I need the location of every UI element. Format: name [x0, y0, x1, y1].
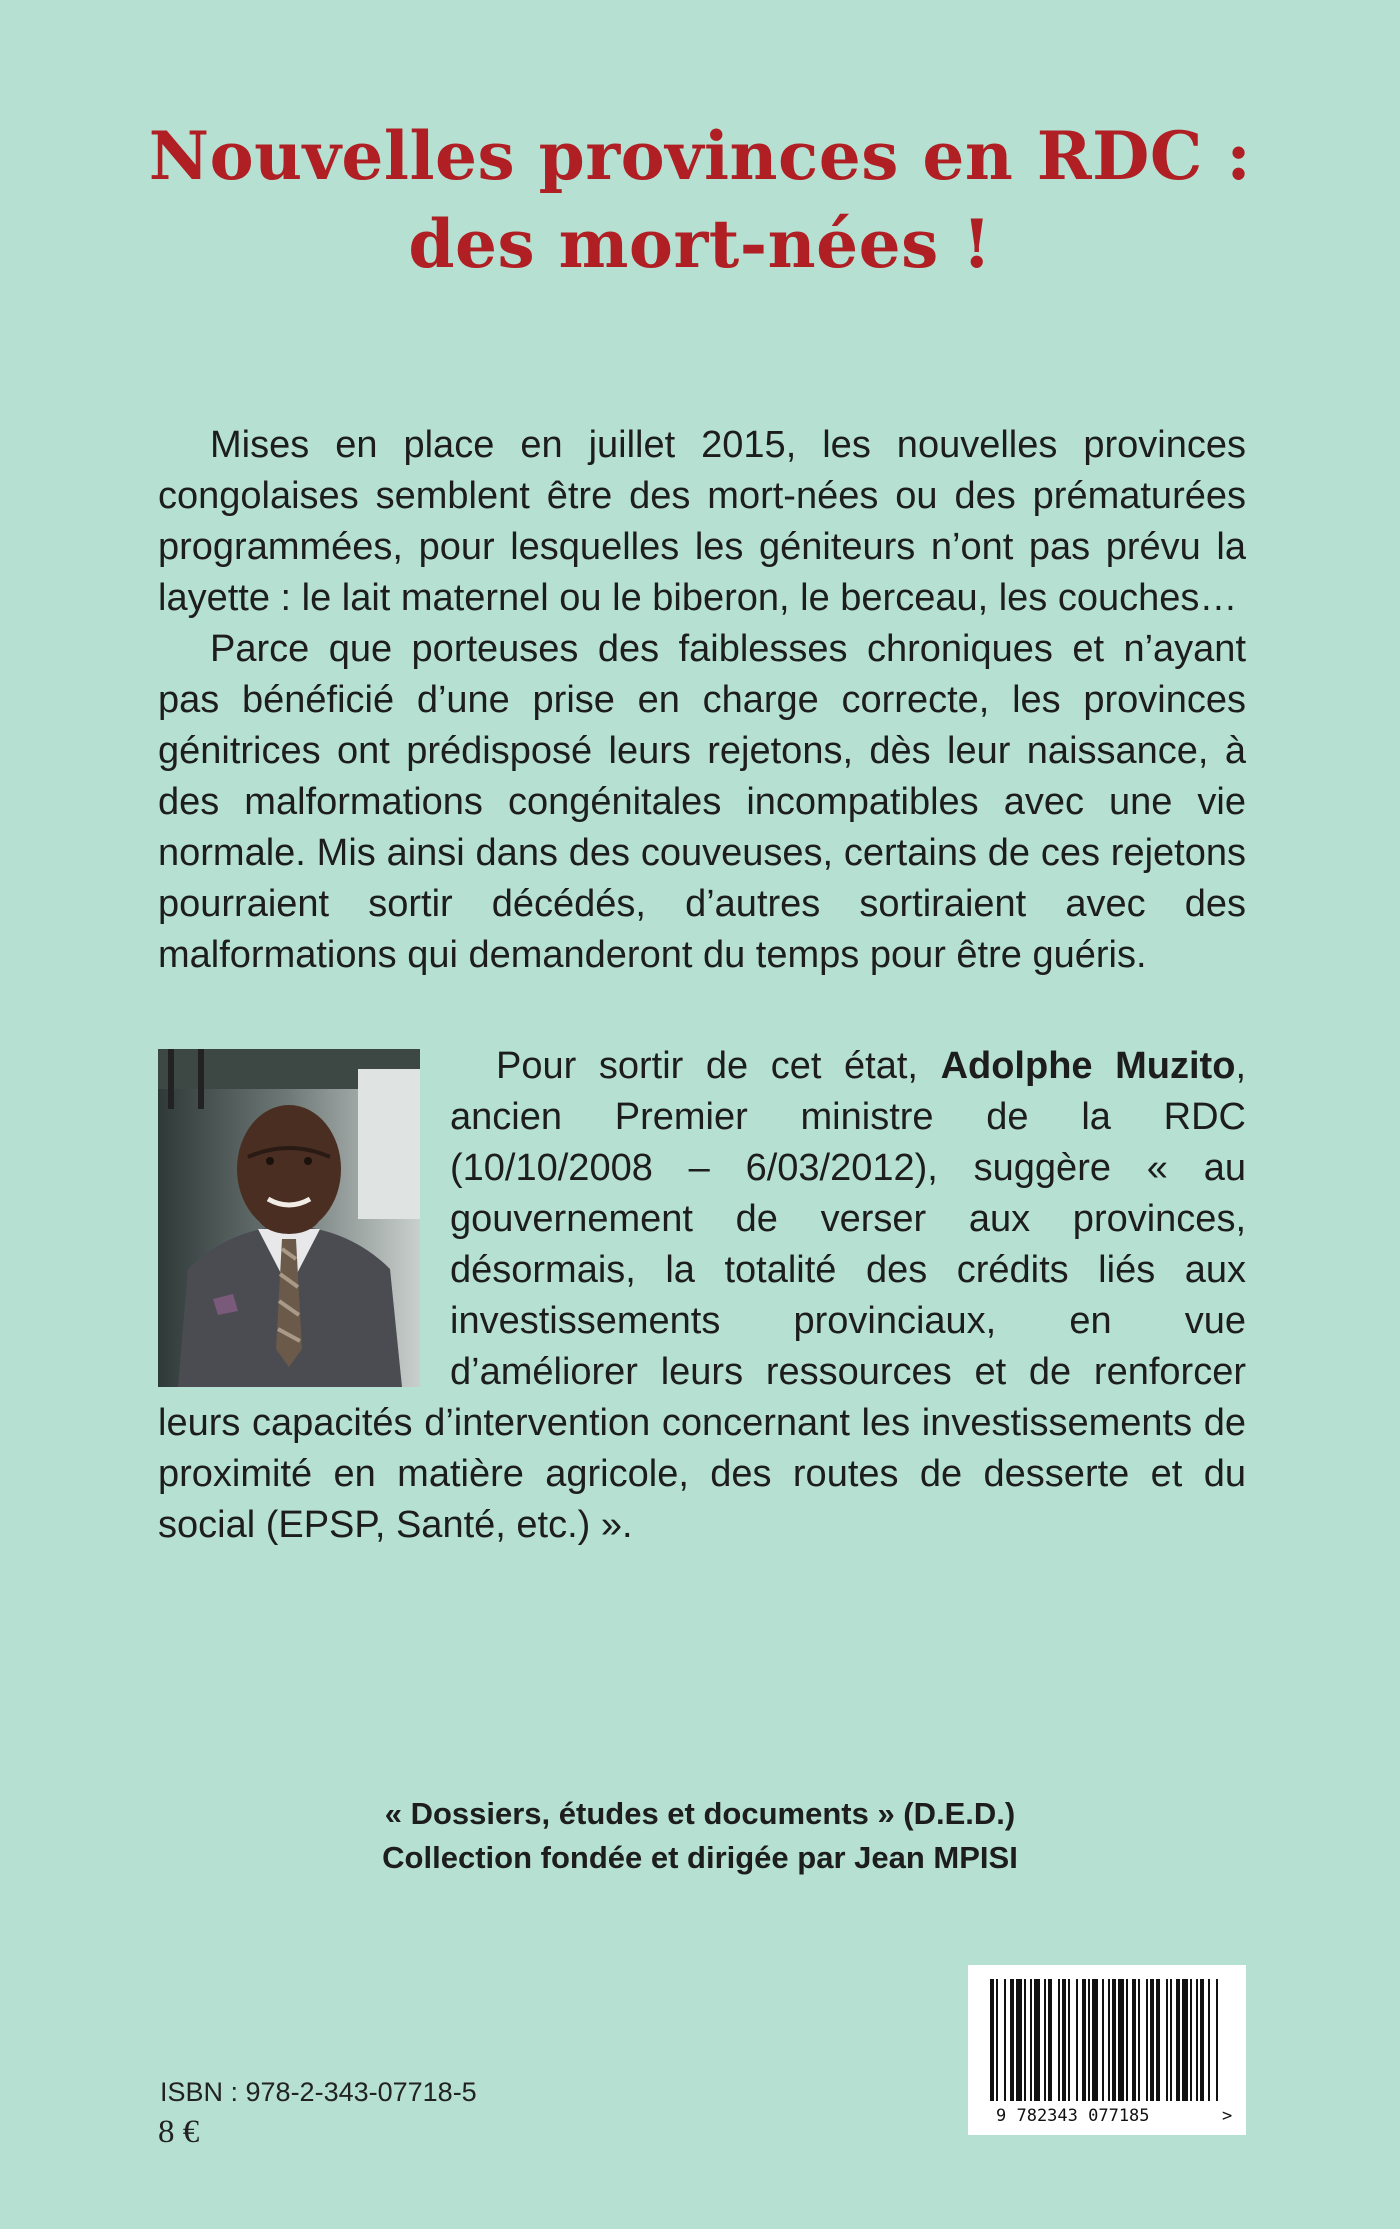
- author-bio: [158, 1041, 1246, 1551]
- summary-paragraph-1: Mises en place en juillet 2015, les nouvelles provinces congolaises semblent être des mort-nées ou des prématurées programmées, pour lesquelles les géniteurs n’ont pas prévu la layette : le lait maternel ou le biberon, le berceau, les couches…: [158, 424, 1246, 619]
- collection-director: Collection fondée et dirigée par Jean MPISI: [382, 1840, 1018, 1875]
- barcode-bar: [1062, 1979, 1066, 2101]
- author-name: Adolphe Muzito: [940, 1045, 1236, 1087]
- barcode-bar: [1118, 1979, 1124, 2101]
- title-line-2: des mort-nées !: [408, 205, 992, 283]
- barcode-bar: [1010, 1979, 1014, 2101]
- barcode-bar: [1092, 1979, 1098, 2101]
- barcode-bar: [1102, 1979, 1104, 2101]
- barcode-bar: [1030, 1979, 1032, 2101]
- barcode: [968, 1965, 1246, 2135]
- barcode-bar: [1208, 1979, 1210, 2101]
- summary-paragraph-2: Parce que porteuses des faiblesses chroniques et n’ayant pas bénéficié d’une prise en charge correcte, les provinces génitrices ont prédisposé leurs rejetons, dès leur naissance, à des malformations congénitales incompatibles avec une vie normale. Mis ainsi dans des couveuses, certains de ces rejetons pourraient sortir décédés, d’autres sortiraient avec des malformations qui demanderont du temps pour être guéris.: [158, 628, 1246, 976]
- barcode-bar: [1068, 1979, 1070, 2101]
- collection-name: « Dossiers, études et documents » (D.E.D.): [384, 1796, 1016, 1831]
- barcode-bar: [996, 1979, 998, 2101]
- barcode-bar: [1048, 1979, 1052, 2101]
- barcode-end-mark: >: [1222, 2106, 1233, 2126]
- barcode-bar: [1170, 1979, 1172, 2101]
- author-photo: [158, 1049, 420, 1387]
- barcode-digits: 9 782343 077185: [996, 2106, 1150, 2126]
- barcode-bar: [1058, 1979, 1060, 2101]
- barcode-bar: [1146, 1979, 1148, 2101]
- bio-intro: Pour sortir de cet état,: [496, 1045, 918, 1087]
- barcode-bar: [1132, 1979, 1136, 2101]
- barcode-bar: [1176, 1979, 1180, 2101]
- barcode-bar: [1150, 1979, 1154, 2101]
- barcode-bar: [1216, 1979, 1218, 2101]
- barcode-bar: [1016, 1979, 1022, 2101]
- barcode-bar: [1138, 1979, 1140, 2101]
- barcode-bar: [1024, 1979, 1026, 2101]
- isbn: ISBN : 978-2-343-07718-5: [160, 2077, 477, 2107]
- title-line-1: Nouvelles provinces en RDC :: [148, 117, 1252, 195]
- barcode-bar: [1156, 1979, 1160, 2101]
- barcode-bar: [1082, 1979, 1086, 2101]
- barcode-bar: [1112, 1979, 1116, 2101]
- barcode-bars: [968, 1965, 1246, 2135]
- barcode-bar: [1044, 1979, 1046, 2101]
- barcode-bar: [1004, 1979, 1006, 2101]
- barcode-bar: [1076, 1979, 1078, 2101]
- barcode-bar: [1166, 1979, 1168, 2101]
- barcode-bar: [1126, 1979, 1128, 2101]
- barcode-bar: [1108, 1979, 1110, 2101]
- barcode-bar: [1190, 1979, 1192, 2101]
- book-title: [100, 112, 1300, 288]
- collection-info: [100, 1792, 1300, 1880]
- bio-text: , ancien Premier ministre de la RDC (10/10/2008 – 6/03/2012), suggère « au gouvernement de verser aux provinces, désormais, la totalité des crédits liés aux investissements provinciaux, en vue d’améliorer leurs ressources et de renforcer leurs capacités d’intervention concernant les investissements de proximité en matière agricole, des routes de desserte et du social (EPSP, Santé, etc.) ».: [158, 1045, 1246, 1546]
- barcode-bar: [1182, 1979, 1188, 2101]
- barcode-bar: [1088, 1979, 1090, 2101]
- barcode-bar: [1196, 1979, 1198, 2101]
- price: 8 €: [158, 2114, 200, 2150]
- barcode-bar: [1034, 1979, 1040, 2101]
- barcode-bar: [1200, 1979, 1204, 2101]
- barcode-bar: [990, 1979, 994, 2101]
